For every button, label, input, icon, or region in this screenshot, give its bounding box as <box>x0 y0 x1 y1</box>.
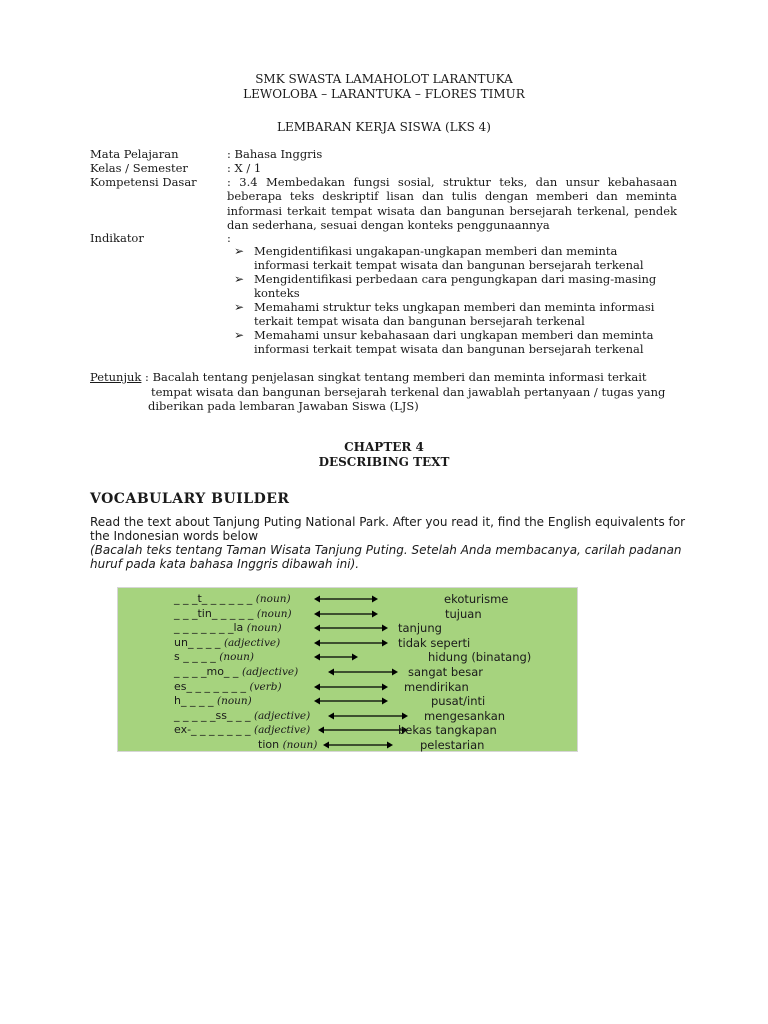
vocab-blank <box>174 636 280 649</box>
vocab-part-of-speech: (noun) <box>255 593 291 605</box>
vocab-blank <box>174 709 310 722</box>
indicator-label: Indikator <box>90 231 144 245</box>
chapter-title: DESCRIBING TEXT <box>318 455 450 469</box>
vocab-indonesian-word: tujuan <box>445 606 482 621</box>
list-item: ➢ Memahami struktur teks ungkapan memberi dan meminta informasi terkait tempat wisata dan bangunan bersejarah terkenal <box>234 300 655 328</box>
double-arrow-icon <box>314 652 358 662</box>
school-name: SMK SWASTA LAMAHOLOT LARANTUKA <box>255 72 513 86</box>
vocab-blank <box>174 680 282 693</box>
vocab-row <box>118 709 577 723</box>
worksheet-title: LEMBARAN KERJA SISWA (LKS 4) <box>277 120 491 134</box>
class-label: Kelas / Semester <box>90 161 188 175</box>
vocab-part-of-speech: (noun) <box>219 651 255 664</box>
vocab-blank <box>174 723 310 736</box>
kd-value: : 3.4 Membedakan fungsi sosial, struktur teks, dan unsur kebahasaan beberapa teks deskriptif lisan dan tulis dengan memberi dan meminta informasi terkait tempat wisata dan bangunan bersejarah terkenal, pendek dan sederhana, sesuai dengan konteks penggunaannya <box>227 175 677 232</box>
chapter-number: CHAPTER 4 <box>344 440 424 454</box>
vocab-blank-text: _ _ _ _mo_ _ <box>174 665 242 678</box>
vocab-blank <box>174 694 252 707</box>
double-arrow-icon <box>314 594 378 604</box>
vocab-blank <box>174 650 254 663</box>
vocab-indonesian-word: mendirikan <box>404 679 469 694</box>
petunjuk-line1: : Bacalah tentang penjelasan singkat tentang memberi dan meminta informasi terkait <box>141 370 647 384</box>
vocab-indonesian-word: mengesankan <box>424 708 506 723</box>
vocab-box <box>117 587 578 752</box>
double-arrow-icon <box>314 696 388 706</box>
vocab-part-of-speech: (adjective) <box>241 666 299 678</box>
vocab-row <box>118 650 577 664</box>
petunjuk-line3: diberikan pada lembaran Jawaban Siswa (LJS) <box>148 399 419 413</box>
vocab-part-of-speech: (noun) <box>282 739 318 751</box>
indicator-colon: : <box>227 231 231 245</box>
double-arrow-icon <box>328 667 398 677</box>
arrow-bullet-icon: ➢ <box>234 272 245 286</box>
vocab-blank-text: tion <box>258 738 283 751</box>
vocab-indonesian-word: pelestarian <box>420 738 485 752</box>
vocab-indonesian-word: hidung (binatang) <box>428 650 532 665</box>
vocab-part-of-speech: (adjective) <box>223 636 281 649</box>
vocab-part-of-speech: (noun) <box>256 607 292 620</box>
subject-value: : Bahasa Inggris <box>227 147 323 161</box>
vocab-row <box>118 621 577 635</box>
double-arrow-icon <box>328 711 408 721</box>
vocab-blank-text: _ _ _t_ _ _ _ _ _ <box>174 592 256 605</box>
vocab-row <box>118 607 577 621</box>
vocab-indonesian-word: sangat besar <box>408 665 483 679</box>
vocab-row <box>118 738 577 752</box>
subject-label: Mata Pelajaran <box>90 147 179 161</box>
vocab-part-of-speech: (adjective) <box>253 709 311 722</box>
vocab-blank-text: _ _ _ _ _ss_ _ _ <box>174 708 254 722</box>
vocab-row <box>118 636 577 650</box>
vocab-blank <box>174 621 282 634</box>
vocab-row <box>118 680 577 694</box>
petunjuk-label: Petunjuk <box>90 370 142 384</box>
double-arrow-icon <box>314 682 388 692</box>
vocab-instruction-id: (Bacalah teks tentang Taman Wisata Tanjung Puting. Setelah Anda membacanya, carilah padanan huruf pada kata bahasa Inggris dibawah ini). <box>90 543 682 571</box>
arrow-bullet-icon: ➢ <box>234 300 245 314</box>
vocab-blank-text: _ _ _ _ _ _ _la <box>174 621 247 635</box>
vocab-row <box>118 665 577 679</box>
vocab-part-of-speech: (noun) <box>246 622 282 635</box>
double-arrow-icon <box>314 638 388 648</box>
vocab-blank <box>258 738 317 751</box>
vocab-blank <box>174 607 292 620</box>
list-item: ➢ Mengidentifikasi perbedaan cara pengungkapan dari masing-masing konteks <box>234 272 657 300</box>
double-arrow-icon <box>318 725 408 735</box>
petunjuk-line2: tempat wisata dan bangunan bersejarah terkenal dan jawablah pertanyaan / tugas yang <box>151 384 666 399</box>
arrow-bullet-icon: ➢ <box>234 328 245 342</box>
vocab-indonesian-word: tidak seperti <box>398 635 471 650</box>
vocab-row <box>118 694 577 708</box>
vocab-indonesian-word: ekoturisme <box>444 592 509 606</box>
school-header <box>0 72 768 102</box>
list-item: ➢ Mengidentifikasi ungakapan-ungkapan memberi dan meminta informasi terkait tempat wisata dan bangunan bersejarah terkenal <box>234 244 644 272</box>
vocab-part-of-speech: (adjective) <box>254 724 311 737</box>
vocab-part-of-speech: (noun) <box>216 695 252 708</box>
kd-label: Kompetensi Dasar <box>90 175 197 189</box>
double-arrow-icon <box>314 623 388 633</box>
vocab-blank-text: un_ _ _ _ <box>174 635 224 649</box>
double-arrow-icon <box>314 609 378 619</box>
vocab-row <box>118 723 577 737</box>
list-item: ➢ Memahami unsur kebahasaan dari ungkapan memberi dan meminta informasi terkait tempat wisata dan bangunan bersejarah terkenal <box>234 328 654 356</box>
vocab-indonesian-word: tanjung <box>398 621 442 636</box>
indicator-list <box>230 244 670 356</box>
vocab-blank <box>174 665 298 678</box>
vocab-blank-text: ex-_ _ _ _ _ _ _ <box>174 723 255 737</box>
arrow-bullet-icon: ➢ <box>234 244 245 258</box>
instructions-block <box>90 370 690 414</box>
vocab-blank-text: h_ _ _ _ <box>174 694 217 708</box>
vocab-row <box>118 592 577 606</box>
vocab-part-of-speech: (verb) <box>249 680 282 693</box>
class-value: : X / 1 <box>227 161 262 175</box>
school-address: LEWOLOBA – LARANTUKA – FLORES TIMUR <box>243 87 525 101</box>
double-arrow-icon <box>323 740 393 750</box>
chapter-heading <box>0 440 768 470</box>
vocab-instruction: Read the text about Tanjung Puting National Park. After you read it, find the English equivalents for the Indonesian words below <box>90 515 686 543</box>
vocab-indonesian-word: pusat/inti <box>431 694 486 709</box>
vocab-blank <box>174 592 291 605</box>
vocab-indonesian-word: bekas tangkapan <box>398 723 497 738</box>
vocab-blank-text: _ _ _tin_ _ _ _ _ <box>174 606 257 620</box>
vocab-blank-text: es_ _ _ _ _ _ _ <box>174 679 250 693</box>
vocab-blank-text: s _ _ _ _ <box>174 650 220 664</box>
vocab-title: VOCABULARY BUILDER <box>90 491 290 507</box>
